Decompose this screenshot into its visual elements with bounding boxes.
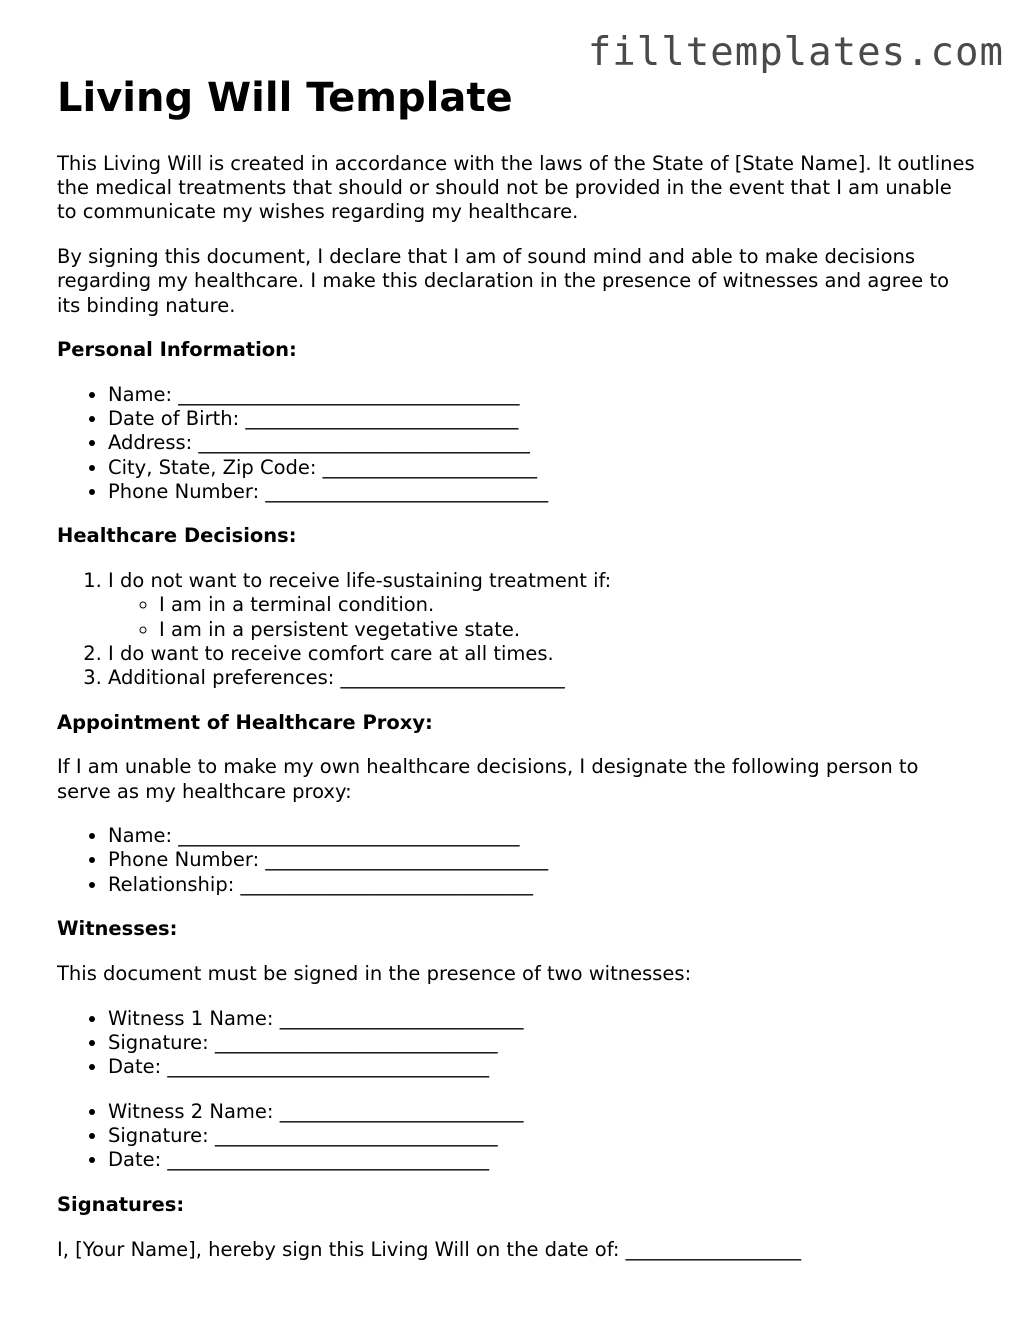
- personal-name-field: • Name: ___________________________________: [108, 383, 977, 407]
- proxy-relationship-field: • Relationship: ______________________________: [108, 873, 977, 897]
- personal-phone-field: • Phone Number: _____________________________: [108, 480, 977, 504]
- witness-1-signature-field: • Signature: _____________________________: [108, 1031, 977, 1055]
- document-page: [57, 70, 977, 1282]
- witness-2-signature-field: • Signature: _____________________________: [108, 1124, 977, 1148]
- decision-sublist: [108, 593, 977, 641]
- signatures-heading: Signatures:: [57, 1193, 185, 1216]
- personal-info-list: [57, 383, 977, 504]
- witness-1-list: [57, 1007, 977, 1080]
- witness-1-date-field: • Date: _________________________________: [108, 1055, 977, 1079]
- proxy-name-field: • Name: ___________________________________: [108, 824, 977, 848]
- witness-1-name-field: • Witness 1 Name: _________________________: [108, 1007, 977, 1031]
- healthcare-decisions-heading: Healthcare Decisions:: [57, 524, 297, 548]
- witnesses-text: This document must be signed in the presence of two witnesses:: [57, 962, 692, 986]
- witness-2-list: [57, 1100, 977, 1173]
- page-title: Living Will Template: [57, 75, 513, 121]
- intro-paragraph-2: By signing this document, I declare that I am of sound mind and able to make decisions regarding my healthcare. I make this declaration in the presence of witnesses and agree to its binding nature.: [57, 245, 950, 317]
- witnesses-heading: Witnesses:: [57, 917, 178, 941]
- decision-item-3: 3. Additional preferences: _______________________: [108, 666, 977, 690]
- personal-dob-field: • Date of Birth: ____________________________: [108, 407, 977, 431]
- proxy-list: [57, 824, 977, 897]
- decision-item-1-text: I do not want to receive life-sustaining treatment if:: [108, 569, 612, 593]
- decision-item-1: [108, 569, 977, 642]
- decision-item-2: 2. I do want to receive comfort care at all times.: [108, 642, 977, 666]
- witness-2-date-field: • Date: _________________________________: [108, 1148, 977, 1172]
- decision-sub-item: ◦ I am in a terminal condition.: [159, 593, 977, 617]
- personal-city-field: • City, State, Zip Code: ______________________: [108, 456, 977, 480]
- proxy-heading: Appointment of Healthcare Proxy:: [57, 710, 433, 734]
- decision-sub-item: ◦ I am in a persistent vegetative state.: [159, 618, 977, 642]
- personal-info-heading: Personal Information:: [57, 338, 297, 362]
- watermark: filltemplates.com: [587, 30, 1004, 75]
- proxy-text: If I am unable to make my own healthcare decisions, I designate the following person to serve as my healthcare proxy:: [57, 755, 919, 803]
- personal-address-field: • Address: __________________________________: [108, 431, 977, 455]
- witness-2-name-field: • Witness 2 Name: _________________________: [108, 1100, 977, 1124]
- signatures-text: I, [Your Name], hereby sign this Living Will on the date of: __________________: [57, 1237, 802, 1261]
- proxy-phone-field: • Phone Number: _____________________________: [108, 848, 977, 872]
- healthcare-decisions-list: [57, 569, 977, 690]
- intro-paragraph-1: This Living Will is created in accordance with the laws of the State of [State Name]. It outlines the medical treatments that should or should not be provided in the event that I am unable to communicate my wishes regarding my healthcare.: [57, 152, 975, 224]
